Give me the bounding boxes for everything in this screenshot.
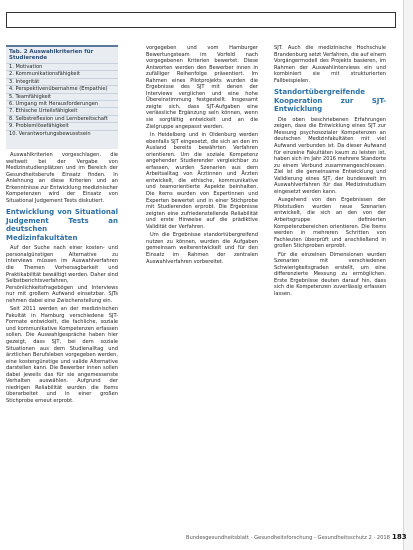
paragraph: SJT. Auch die medizinische Hochschule Brandenburg setzt Verfahren, die auf einem Vorgängermodell des Projekts basieren, im Rahmen der Auswahlinterviews ein und kombiniert sie mit strukturierten Fallbeispielen.: [274, 45, 387, 84]
table-row: 8. Selbstreflexion und Lernbereitschaft: [6, 115, 118, 122]
table-title: Tab. 2 Auswahlkriterien für Studierende: [9, 49, 94, 61]
paragraph: Ausgehend von den Ergebnissen der Pilotstudien wurden neue Szenarien entwickelt, die sich an den von der Arbeitsgruppe definierten Kompetenzbereichen orientieren. Die Items werden in mehreren Schritten von Fachleuten überprüft und anschließend in großen Stichproben erprobt.: [274, 197, 386, 250]
column-1: [6, 152, 118, 407]
paragraph: Um die Ergebnisse standortübergreifend nutzen zu können, wurden die Aufgaben gemeinsam weiterentwickelt und für den Einsatz im Rahmen der zentralen Auswahlverfahren vorbereitet.: [146, 232, 258, 265]
table-row: 1. Motivation: [6, 63, 118, 70]
table-row: 4. Perspektivenübernahme (Empathie): [6, 85, 118, 92]
paragraph: vorgegeben und vom Hamburger Bewertungsteam im Vorfeld nach vorgegebenen Kriterien bewertet. Diese Antworten werden den Bewerber innen in zufälliger Reihenfolge präsentiert. Im Rahmen eines Pilotprojekts wurden die Ergebnisse des SJT mit denen der Interviews verglichen und eine hohe Übereinstimmung festgestellt. Insgesamt zeigte sich, dass SJT-Aufgaben eine verlässliche Ergänzung sein können, wenn sie sorgfältig entwickelt und an die Zielgruppe angepasst werden.: [146, 45, 258, 130]
paragraph: Seit 2011 werden an der medizinischen Fakultät in Hamburg verschiedene SJT-Formate entwickelt, die fachliche, soziale und kommunikative Kompetenzen erfassen sollen. Die Auswahlgespräche haben hier gezeigt, dass SJT, bei dem soziale Situationen aus dem Studienalltag und ärztlichen Berufsleben vorgegeben werden, eine kostengünstige und valide Alternative darstellen kann. Die Bewerber innen sollen dabei jeweils das für sie angemessenste Verhalten auswählen. Aufgrund der niedrigen Reliabilität wurden die Items überarbeitet und in einer großen Stichprobe erneut erprobt.: [6, 306, 118, 404]
paragraph: Auf der Suche nach einer kosten- und personalgünstigen Alternative zu Interviews müssen im Auswahlverfahren die Themen Vorhersagbarkeit und Praktikabilität bewältigt werden. Daher sind Selbstberichtsverfahren, Persönlichkeitsfragebögen und Interviews nur mit großem Aufwand einsetzbar. SJTs nehmen dabei eine Zwischenstellung ein.: [6, 245, 118, 304]
section-heading: Entwicklung von Situational Judgement Tests an deutschen Medizinfakultäten: [6, 208, 118, 242]
table-row: 10. Verantwortungsbewusstsein: [6, 130, 118, 137]
table-row: 6. Umgang mit Herausforderungen: [6, 100, 118, 107]
table-row: 7. Ethische Urteilsfähigkeit: [6, 107, 118, 114]
table-row: 9. Problemlösefähigkeit: [6, 122, 118, 129]
paragraph: Für die einzelnen Dimensionen wurden Szenarien mit verschiedenen Schwierigkeitsgraden erstellt, um eine differenzierte Messung zu ermöglichen. Erste Ergebnisse deuten darauf hin, dass sich die Kompetenzen zuverlässig erfassen lassen.: [274, 251, 386, 297]
paragraph: Die oben beschriebenen Erfahrungen zeigen, dass die Entwicklung eines SJT zur Messung psychosozialer Kompetenzen an deutschen Medizinfakultäten mit viel Aufwand verbunden ist. Da dieser Aufwand für einzelne Fakultäten kaum zu leisten ist, haben sich im Jahr 2016 mehrere Standorte zu einem Verbund zusammengeschlossen. Ziel ist die gemeinsame Entwicklung und Validierung eines SJT, der bundesweit im Auswahlverfahren für das Medizinstudium eingesetzt werden kann.: [274, 116, 386, 195]
table-row: 2. Kommunikationsfähigkeit: [6, 70, 118, 77]
column-3: [274, 45, 386, 300]
margin-strip: [403, 0, 413, 550]
column-2: [146, 45, 258, 267]
running-footer: Bundesgesundheitsblatt - Gesundheitsforschung - Gesundheitsschutz 2 · 2018: [185, 535, 390, 541]
section-heading: Standortübergreifende Kooperation zur SJT-Entwicklung: [274, 88, 386, 114]
criteria-table: [6, 45, 118, 149]
header-bar: [6, 12, 396, 28]
paragraph: In Heidelberg und in Oldenburg werden ebenfalls SJT eingesetzt, die sich an den im Ausland bereits bewährten Verfahren orientieren. Um die soziale Kompetenz angehender Studierender vergleichbar zu erfassen, wurden Szenarien aus dem Arbeitsalltag von Ärztinnen und Ärzten entwickelt, die ethische, kommunikative und teamorientierte Aspekte beinhalten. Die Items wurden von Expertinnen und Experten bewertet und in einer Stichprobe mit Studierenden erprobt. Die Ergebnisse zeigten eine zufriedenstellende Reliabilität und erste Hinweise auf die prädiktive Validität der Verfahren.: [146, 132, 258, 230]
table-row: 5. Teamfähigkeit: [6, 93, 118, 100]
page-number: 183: [392, 533, 407, 541]
paragraph: Auswahlkriterien vorgeschlagen, die weltweit bei der Vergabe von Medizinstudienplätzen und im Bereich der Gesundheitsberufe Einsatz finden. In Anlehnung an diese Kriterien und an Erkenntnisse zur Entwicklung medizinischer Kompetenzen wird der Einsatz von Situational Judgement Tests diskutiert.: [6, 152, 118, 204]
table-row: 3. Integrität: [6, 78, 118, 85]
